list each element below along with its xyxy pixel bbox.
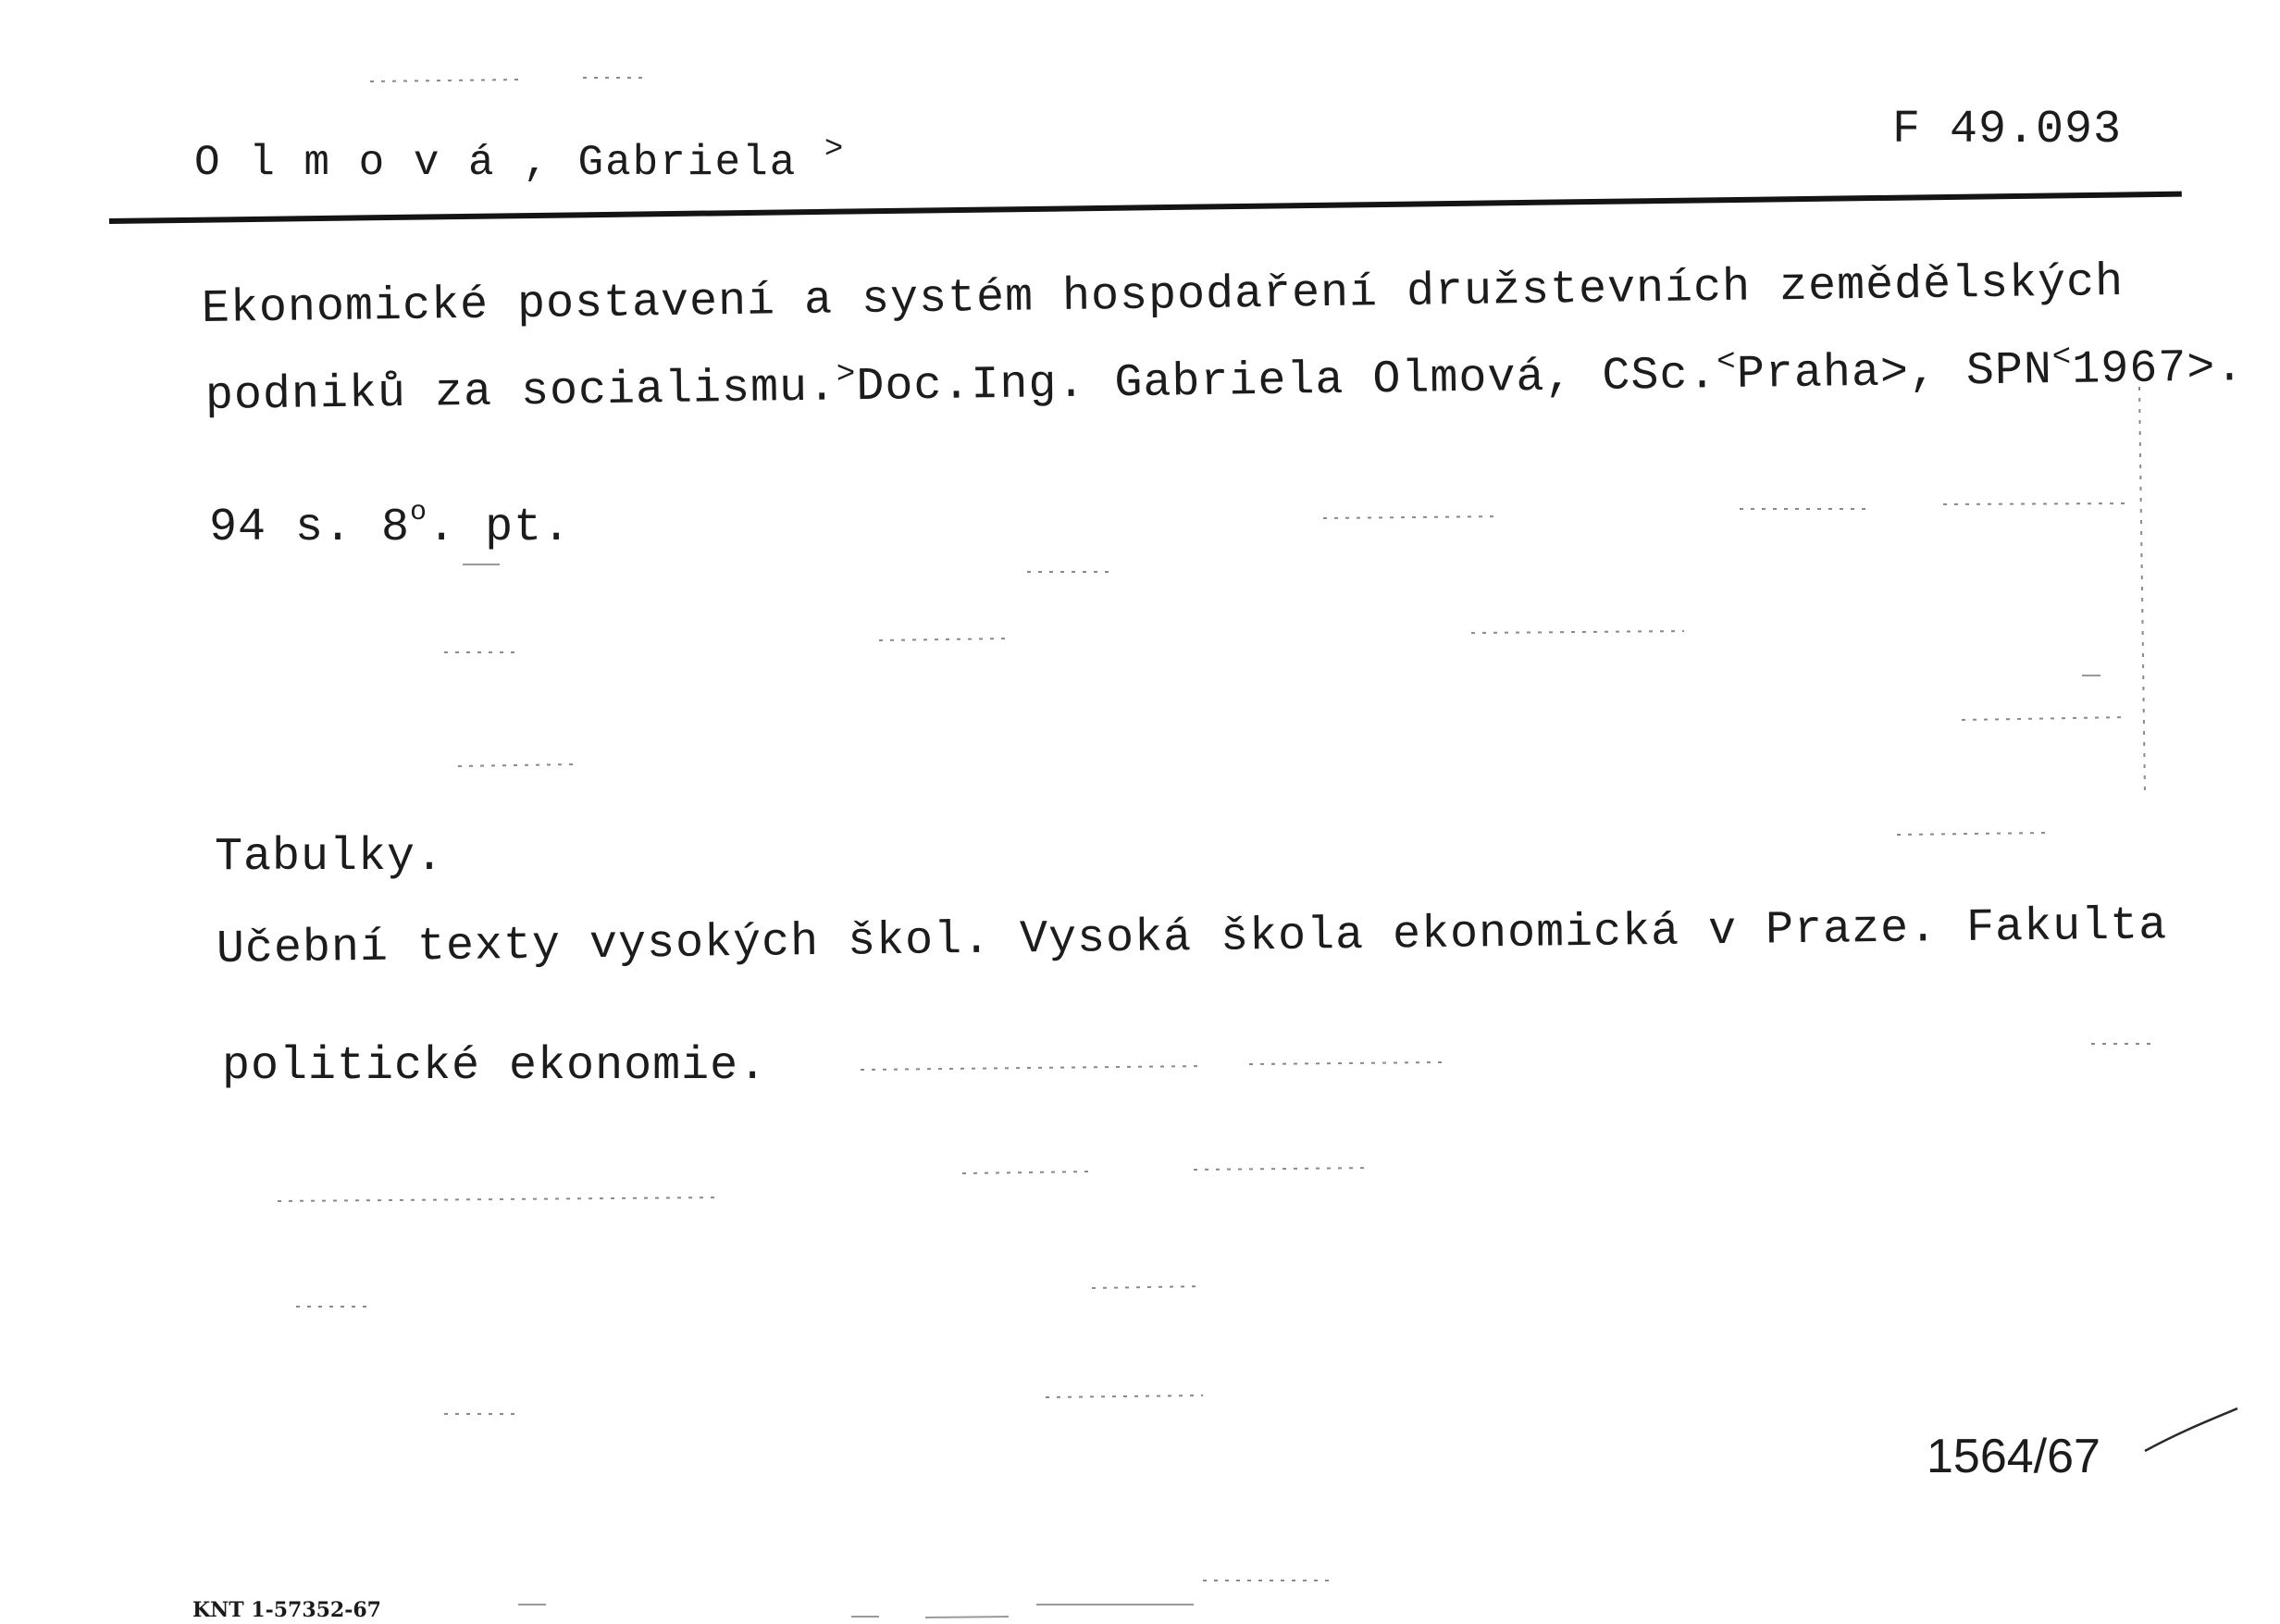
- publication-year: 1967: [2071, 342, 2187, 397]
- notes: Tabulky.: [215, 831, 445, 884]
- author-name: O l m o v á , Gabriela: [194, 139, 798, 187]
- pen-stroke: [2145, 1408, 2237, 1451]
- printer-footer: KNT 1-57352-67: [192, 1598, 381, 1622]
- title-mark: >: [836, 357, 857, 393]
- collation-rest: . pt.: [428, 502, 572, 554]
- publisher: SPN: [1965, 344, 2053, 399]
- call-number: F 49.093: [1892, 104, 2123, 156]
- title-text-end: podniků za socialismu.: [204, 361, 837, 423]
- year-open-mark: <: [2051, 340, 2073, 377]
- series-line-1: Učební texty vysokých škol. Vysoká škola ekonomická v Praze. Fakulta: [216, 899, 2168, 976]
- accession-number: 1564/67: [1927, 1430, 2100, 1483]
- title-line-1: Ekonomické postavení a systém hospodaření družstevních zemědělských: [201, 255, 2125, 336]
- series-line-2: politické ekonomie.: [222, 1040, 768, 1093]
- collation-format-sup: o: [410, 497, 428, 528]
- publication-place: Praha: [1736, 346, 1881, 402]
- year-close-mark: >.: [2186, 341, 2245, 396]
- author-mark: >: [824, 132, 846, 167]
- responsibility-statement: Doc.Ing. Gabriela Olmová, CSc.: [856, 349, 1717, 415]
- collation-pages: 94 s. 8: [209, 502, 411, 554]
- place-close-mark: >,: [1879, 345, 1939, 400]
- place-open-mark: <: [1716, 344, 1737, 381]
